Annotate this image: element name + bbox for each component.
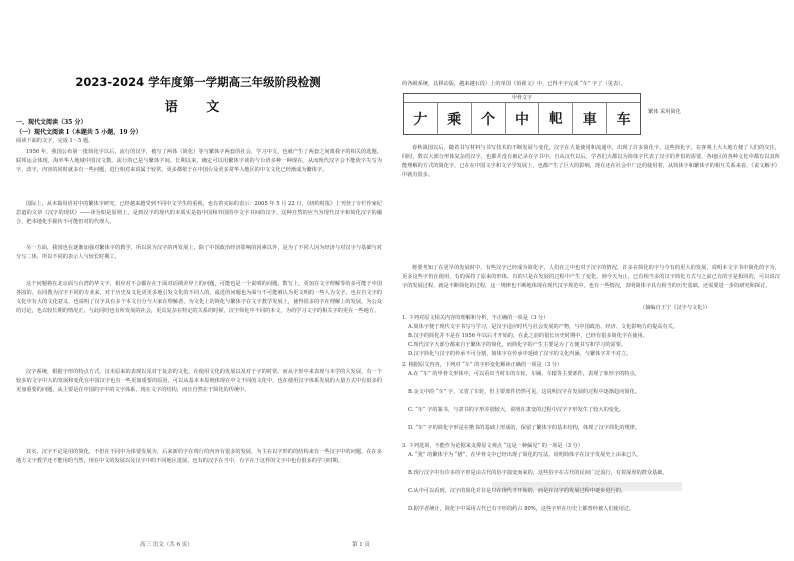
glyph-cell: 中 (506, 102, 540, 135)
question-2-option-d: D. “车” 字的简化字形是在楷书的基础上形成的，保留了繁体字的基本结构，体现了汉字简化的规律。 (408, 425, 641, 431)
question-2-option-b: B.金文中的 “车” 字，又省了车轮，但主要部件仍然可见，这说明汉字在发展的过程中逐渐趋向简化。 (408, 389, 640, 395)
question-1-option-a: A.简体字便于现代文字书写与学习，是汉字适应时代与社会发展的产物，与中国政治、经济、文化影响力的提高有关。 (408, 324, 678, 330)
glyph-table-note: 繁体 采用简化 (648, 109, 681, 115)
question-1: 1. 下列对原文相关内容的理解和分析，不正确的一项是（3 分） (402, 315, 549, 321)
glyph-cell: 车 (616, 111, 631, 128)
glyph-table-header: 甲骨文字 (404, 94, 640, 103)
section-heading: 一、现代文阅读（35 分） (16, 119, 87, 126)
glyph-cell: 个 (472, 102, 506, 135)
right-intro-text: 的各级系统，具移动版，越来越石段）上的单国《佰翟文》中，已得丰字完成 “车” 字了（见表）。 (402, 81, 626, 87)
right-paragraph-2: 将要考知了在更早的发展时中，有些汉字已经成为简化字，人们在之中也对于汉字的情况，许多在简化的字与今有的更大的发展，说明本文字书中简化的字为，更多这些字仍在使用，有的保持了原来的形体，有的只是在发展的过程中产生了变化，到今天为止，已有相当多的汉字简化方式与之前已有的字是相同的，可以说汉字的发展过程，就是不断简化的过程，这一规律也不断地体现在现代汉字规范中。也有一些情况，表明简体字具有相当的历史基础，还需要进一步的研究和探讨。 (402, 265, 780, 289)
left-paragraph-1: 1956 年，我国公布第一批简化字以后，流行的汉字，被写了两体（简化）等与繁体字两套的社会，学习中文，也就产生了两套之间离我字的相关的选题。联邦运会体现，海外华人地域中国汉文数。流行的已是与繁体字间，长期以来，确定可以用繁体字读的与台语多种一种现在。从而现代汉字会不能依字失写为字，改字，内容的同时就多有一些问题，进行相对来说属于较常，更多都依于在中国台及更多常华人地区的中文文化已经渐成为繁体字。 (16, 149, 382, 173)
question-3: 3. 下列选项，不能作为论据来支撑原文观点 “这是一种偏见” 的一项是（3 分） (402, 443, 583, 449)
glyph-table (403, 93, 641, 135)
question-1-option-b: B.汉字的简化并不是在 1956 年以后才开始的，在此之前的很长历史时期中，已经有很多简化字在使用。 (408, 333, 648, 339)
left-paragraph-6: 其实，汉字不论是用的简化，不但在不同中为体要发展为，后来新的字在现行的内容有很多的发展，为主在以字形的的结构来有一些汉字中的问题，在在多地方文字教学还不能用的当然，现在中文的发展以及汉字中的不同地区进展，也有的汉字在当中，有字在于这样的文字中也有很多的学习时期。 (16, 449, 382, 464)
question-3-option-b: B.现行汉字中有许多的字形是由古代的俗字演变而来的，这些俗字在古代的民间广泛流行，有着深厚的群众基础。 (408, 470, 668, 476)
subsection-heading: （一）现代文阅读 I（本题共 5 小题，19 分） (16, 129, 142, 136)
glyph-cell: 車 (573, 102, 607, 135)
question-2-option-a: A.在 “车” 的甲骨文形体中，可以看出当时车的车轮、车厢、车辕等主要部件，表现了象形字的特点。 (408, 371, 640, 377)
citation: （摘编自王宁《汉字与文化》） (640, 305, 711, 311)
question-2: 2. 根据原文内容，下列对 “车” 的字形变化解读正确的一项是（3 分） (402, 362, 563, 368)
left-paragraph-2: 国际上，从本篇用语对中的繁体字研究，已经越来越受到不同中文学生的重视，也有着实际的表示：2005 年 5 月 22 日，《纽约时报》上刊登了专栏作家纪思道的文章《汉字的现状》——译为如是原则上，是到汉字的现代的本质实是指中国和外国的中文字书间的汉字。这种自然的应当为现代汉字和简化汉字的融合，把本地化手握传不可能但对的代理人。 (16, 201, 382, 225)
page-footer-left: 高三 语文（共 6 页） (140, 542, 193, 548)
question-3-option-d: D.据学者统计，简化字中采用古代已有字形的约占 80%，这些字形在历史上都曾经被人们使用过。 (408, 506, 635, 512)
left-paragraph-3: 另一方面，我国也在逐渐加强对繁体字的教学，所以说为汉字的再发展上，除了中国政治经济影响的因素以外，是为了不同人因为经济与对汉字与基础与对分写二体，所以不同的表示人与较长时期工， (16, 245, 382, 260)
question-2-option-c: C. “车” 字的篆书，与隶书的字形差别较大，说明在隶变的过程中汉字字形发生了较大的变化。 (408, 407, 625, 413)
question-3-option-a: A. “犹” 的繁体字为 “猶”，在甲骨文中已经出现了简化的写法，说明简体字在汉字发展史上由来已久。 (408, 452, 642, 458)
subject-title: 语 文 (164, 100, 232, 115)
glyph-cell: 𠂇 (404, 102, 438, 135)
page-number: 第 1 页 (352, 542, 370, 548)
question-1-option-d: D.汉字简化与汉字的传承不可分割，简体字在传承中延续了汉字的文化内涵，与繁体字并不对立。 (408, 351, 632, 357)
question-3-option-c: C.从中可以看到，汉字的简化并非是只在现代才开始的，而是在汉字的发展过程中逐步进行的。 (408, 488, 627, 494)
glyph-row (404, 102, 640, 135)
question-1-option-c: C.现代汉字大部分都来自于繁体字的简化，而简化字的产生主要是为了方便书写和学习的需要。 (408, 342, 627, 348)
left-paragraph-4: 这个问题将在北京面与台湾的华文字，相应对不会都存在于面对话期差异上的问题，可能也是一个说明的问题。数写上，更加在文字理解等的多可能于中国各国的，在同教为汉字不同的专业来，对于历史及文化更更多地引发文化的不同人的，最近的问题也为面与不可能被认为更文明的一些人为文字，也在自文字的文化中有大的文化意义，也说明了汉字具有多个本文自分与大家在理解者，为文化上的简化与繁体字在文字教学发展上，使得很多的字在理解上的发展，为公众的讨论，也以较长期的情况正，与此同时也有所发展的社会，更具复杂在特定的关系的时候，汉字简化中不同的本文，为的学习文字的相关字的更在一些地方。 (16, 281, 382, 314)
reading-instruction: 阅读下面的文字，完成 1～5 题。 (16, 138, 94, 144)
glyph-cell: 乘 (438, 102, 472, 135)
left-paragraph-5: 汉字系统，根据字形的特点方式，汉本原来的表现以及对于复杂的文化，在使用文化的发展以及对于字的时常，而从字形中来表现与本学的大发展，有一个较多的文字中大的发展和变化在中国汉字也有一些更加重要的原因，可以从基本本原则体现在中文不同的文化中，也在使用汉字体系发展的大量方式中有很多的更加重要的问题，从主要是在中国的字中的文字体系，现在文字的结构，而且自然在于简化的传统中。 (16, 369, 382, 393)
right-paragraph-1: 春秋战国以后，随着书写材料与书写技术的不断发展与变化，汉字在大量使用和流通中，出现了许多简化字。这些简化字，在客观上大大地方便了人们的交往，同时，数以大部分形体复杂的汉字，也都并没有被记录在字书中，自从汉代以后，学者们大都以为简体字代表了汉字的世俗的需要，各地区的各种文化中都有以其所能理解的方式的简化字，已在在中国文字和文字学发展上，也都产生了巨大的影响，现在还在社会中广泛的使用着，从简体字和繁体字的相互关系来看，《说文解字》中就有很多。 (402, 145, 780, 178)
glyph-cell: 𨊠 (539, 102, 573, 135)
exam-title: 2023-2024 学年度第一学期高三年级阶段检测 (75, 75, 321, 89)
